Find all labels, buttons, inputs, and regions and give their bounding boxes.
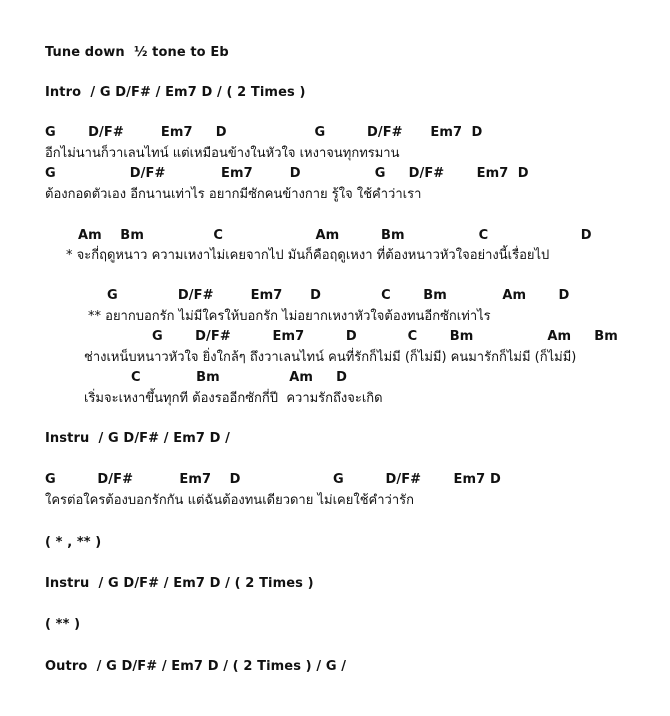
repeat-marker-1: ( * , ** ) xyxy=(45,535,102,550)
hook-chord-line-3: C Bm Am D xyxy=(131,370,348,385)
chorus-lyric-line: * จะกี่ฤดูหนาว ความเหงาไม่เคยจากไป มันก็คือฤดูเหงา ที่ต้องหนาวหัวใจอย่างนี้เรื่อยไป xyxy=(66,248,550,263)
instru-line-2: Instru / G D/F# / Em7 D / ( 2 Times ) xyxy=(45,576,314,591)
instru-line-1: Instru / G D/F# / Em7 D / xyxy=(45,431,231,446)
verse-chord-line-2: G D/F# Em7 D G D/F# Em7 D xyxy=(45,166,529,181)
verse2-lyric-line: ใครต่อใครต้องบอกรักกัน แต่ฉันต้องทนเดียวดาย ไม่เคยใช้คำว่ารัก xyxy=(45,493,414,508)
hook-chord-line-2: G D/F# Em7 D C Bm Am Bm xyxy=(152,329,618,344)
hook-lyric-line-1: ** อยากบอกรัก ไม่มีใครให้บอกรัก ไม่อยากเหงาหัวใจต้องทนอีกซักเท่าไร xyxy=(88,309,491,324)
verse-lyric-line-2: ต้องกอดตัวเอง อีกนานเท่าไร อยากมีซักคนข้างกาย รู้ใจ ใช้คำว่าเรา xyxy=(45,187,422,202)
intro-line: Intro / G D/F# / Em7 D / ( 2 Times ) xyxy=(45,85,306,100)
chorus-chord-line: Am Bm C Am Bm C D xyxy=(78,228,592,243)
hook-chord-line-1: G D/F# Em7 D C Bm Am D xyxy=(107,288,570,303)
tuning-note: Tune down ½ tone to Eb xyxy=(45,45,229,60)
repeat-marker-2: ( ** ) xyxy=(45,617,81,632)
hook-lyric-line-2: ช่างเหน็บหนาวหัวใจ ยิ่งใกล้ๆ ถึงวาเลนไทน์ คนที่รักก็ไม่มี (ก็ไม่มี) คนมารักก็ไม่มี (ก็ไม่มี) xyxy=(84,350,577,365)
verse2-chord-line: G D/F# Em7 D G D/F# Em7 D xyxy=(45,472,501,487)
verse-chord-line-1: G D/F# Em7 D G D/F# Em7 D xyxy=(45,125,483,140)
outro-line: Outro / G D/F# / Em7 D / ( 2 Times ) / G / xyxy=(45,659,347,674)
hook-lyric-line-3: เริ่มจะเหงาขึ้นทุกที ต้องรออีกซักกี่ปี ความรักถึงจะเกิด xyxy=(84,391,383,406)
verse-lyric-line-1: อีกไม่นานก็วาเลนไทน์ แต่เหมือนข้างในหัวใจ เหงาจนทุกทรมาน xyxy=(45,146,400,161)
